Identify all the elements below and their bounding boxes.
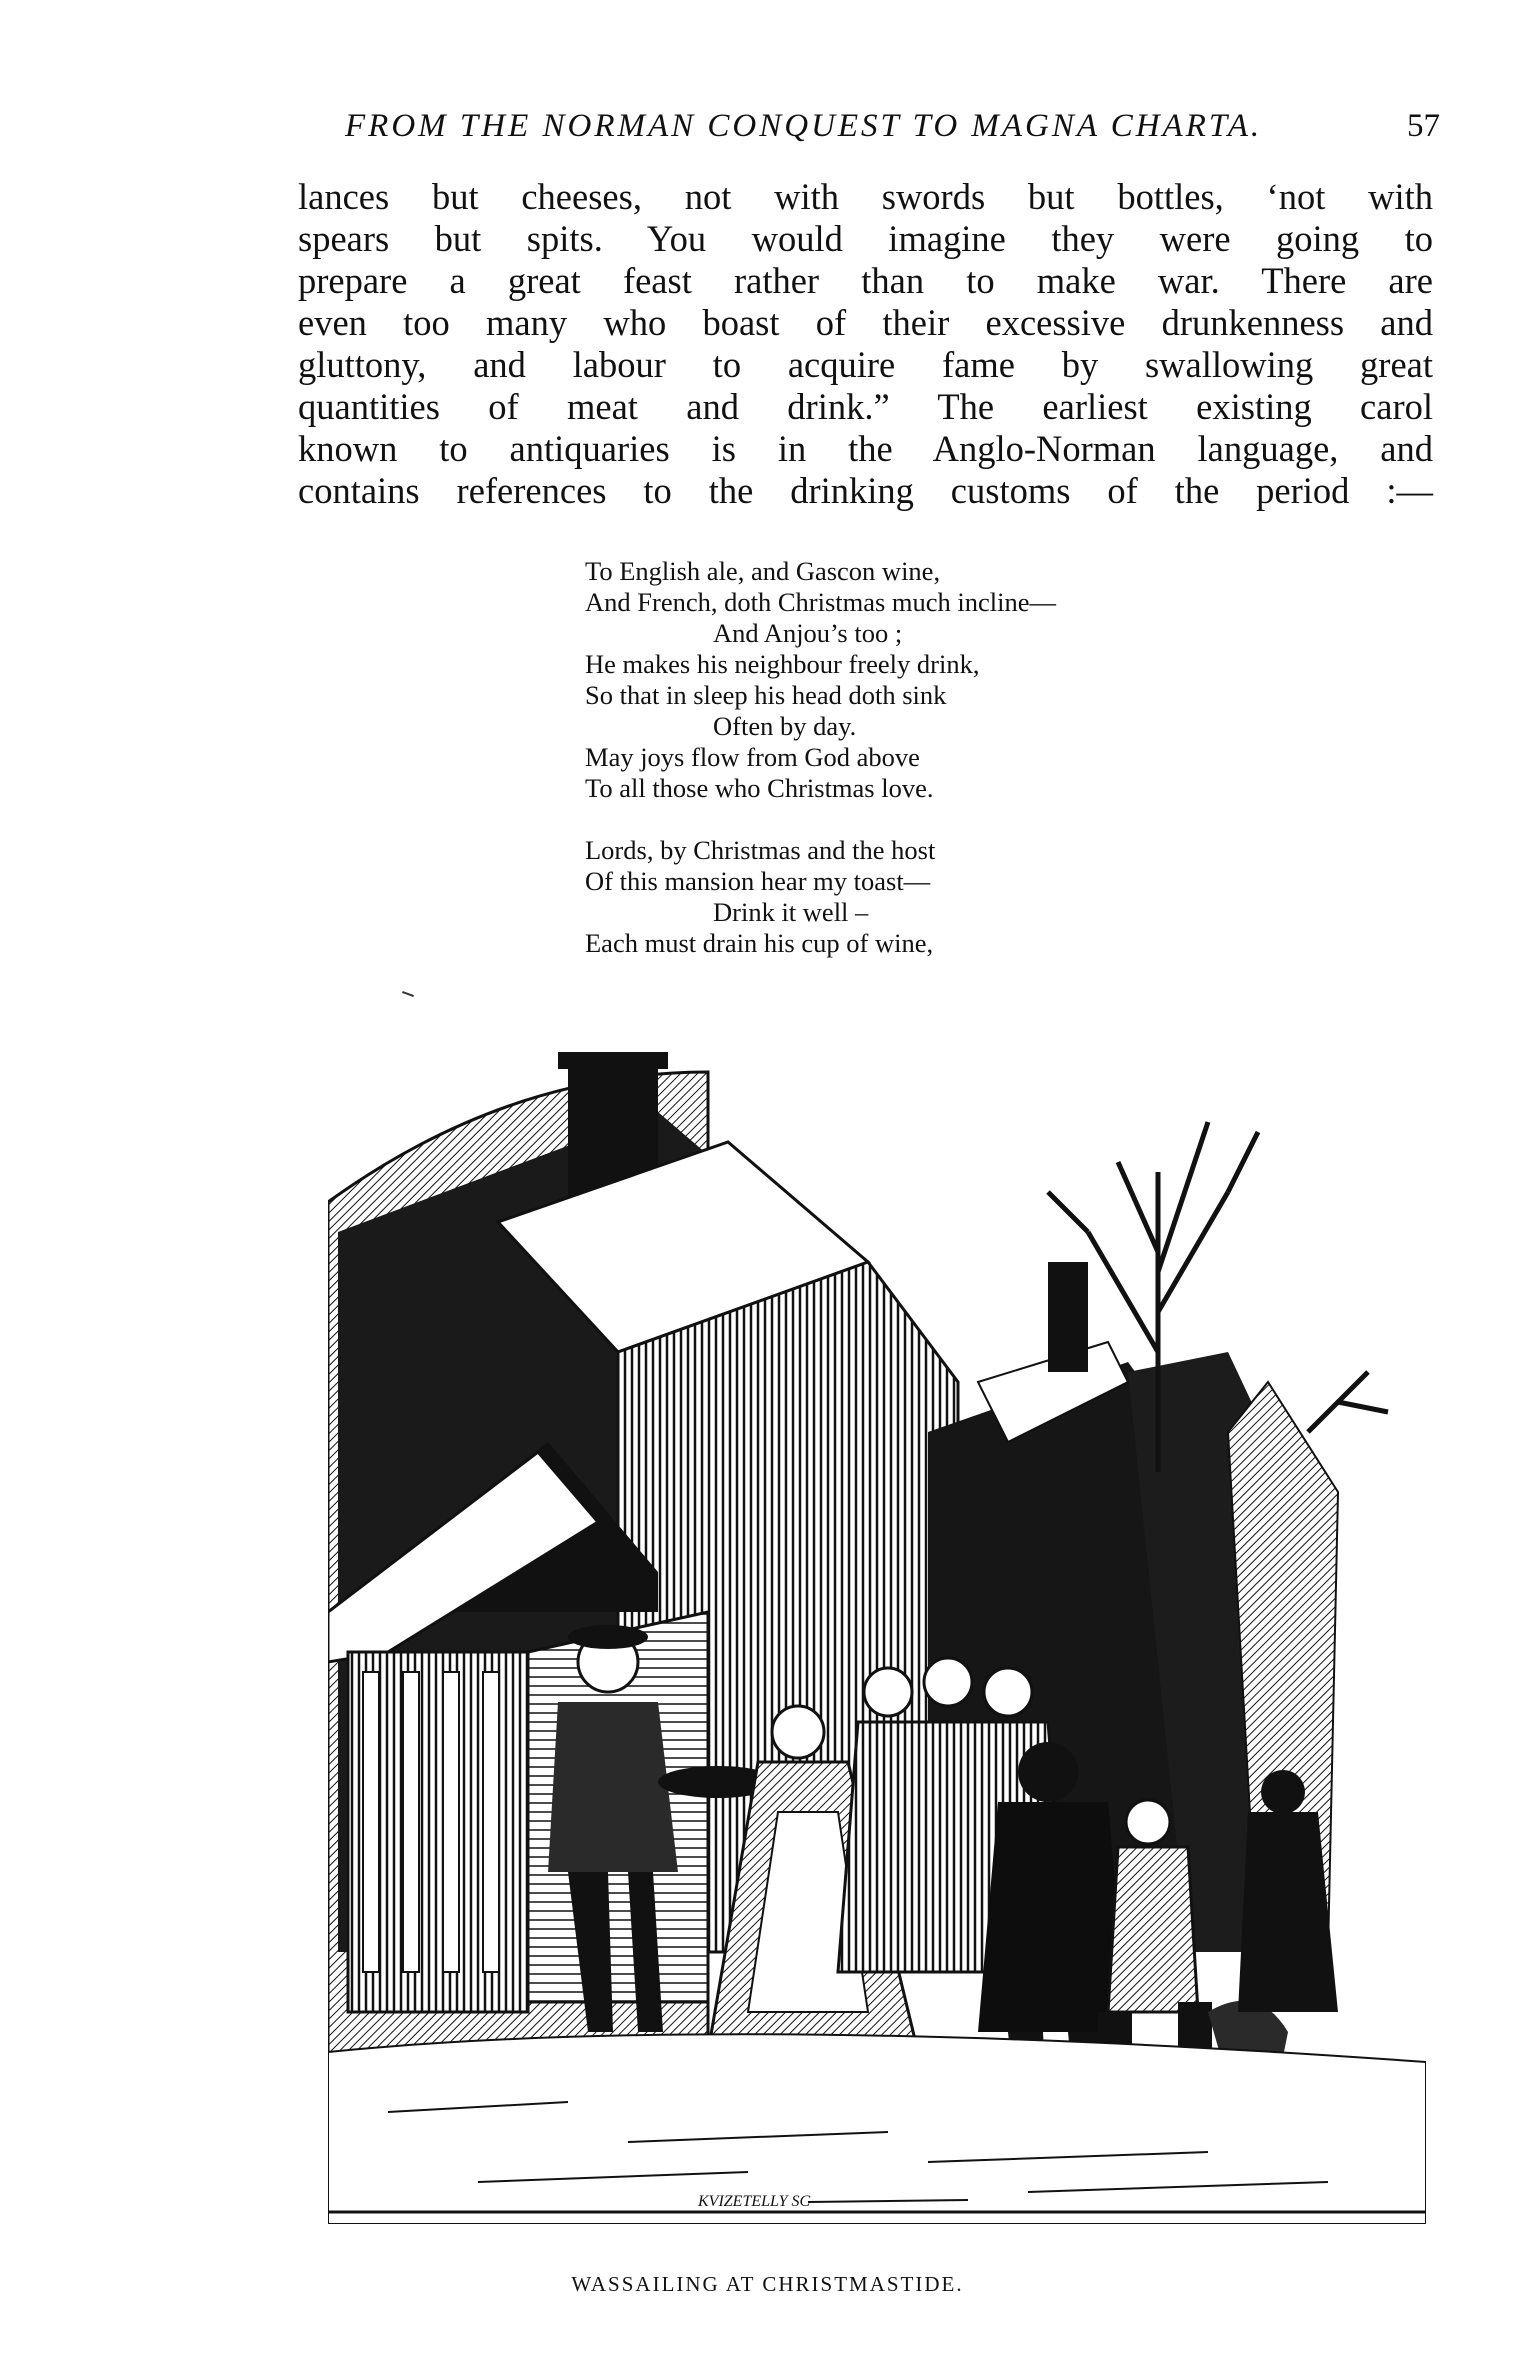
running-head [345,108,1440,145]
poem-verse: Drink it well – [713,897,869,927]
page-number: 57 [1407,108,1440,144]
carol-poem [585,556,1285,990]
engraver-signature: KVIZETELLY SC [698,2193,811,2210]
body-line: contains references to the drinking customs of the period :— [298,470,1433,511]
poem-verse: Lords, by Christmas and the host [585,835,936,865]
poem-verse: May joys flow from God above [585,742,920,772]
poem-verse: Often by day. [713,711,857,741]
body-line: gluttony, and labour to acquire fame by swallowing great [298,344,1433,385]
stray-ink-mark [402,991,414,997]
poem-verse: Each must drain his cup of wine, [585,928,934,958]
poem-verse: And French, doth Christmas much incline— [585,587,1057,617]
poem-stanza-2 [585,835,1285,959]
body-line: even too many who boast of their excessive drunkenness and [298,302,1433,343]
body-line: prepare a great feast rather than to make war. There are [298,260,1433,301]
body-line: lances but cheeses, not with swords but bottles, ‘not with [298,176,1433,217]
body-line: spears but spits. You would imagine they were going to [298,218,1433,259]
poem-stanza-1 [585,556,1285,804]
poem-verse: So that in sleep his head doth sink [585,680,947,710]
illustration-caption: WASSAILING AT CHRISTMASTIDE. [571,2272,964,2296]
poem-verse: To English ale, and Gascon wine, [585,556,941,586]
poem-verse: And Anjou’s too ; [713,618,903,648]
body-line: known to antiquaries is in the Anglo-Norman language, and [298,428,1433,469]
poem-verse: To all those who Christmas love. [585,773,934,803]
body-line: quantities of meat and drink.” The earliest existing carol [298,386,1433,427]
body-paragraph [298,176,1433,512]
engraving-artwork [328,1052,1426,2224]
running-title: FROM THE NORMAN CONQUEST TO MAGNA CHARTA. [345,108,1263,144]
poem-verse: He makes his neighbour freely drink, [585,649,980,679]
wassail-engraving [328,1052,1426,2224]
poem-verse: Of this mansion hear my toast— [585,866,931,896]
